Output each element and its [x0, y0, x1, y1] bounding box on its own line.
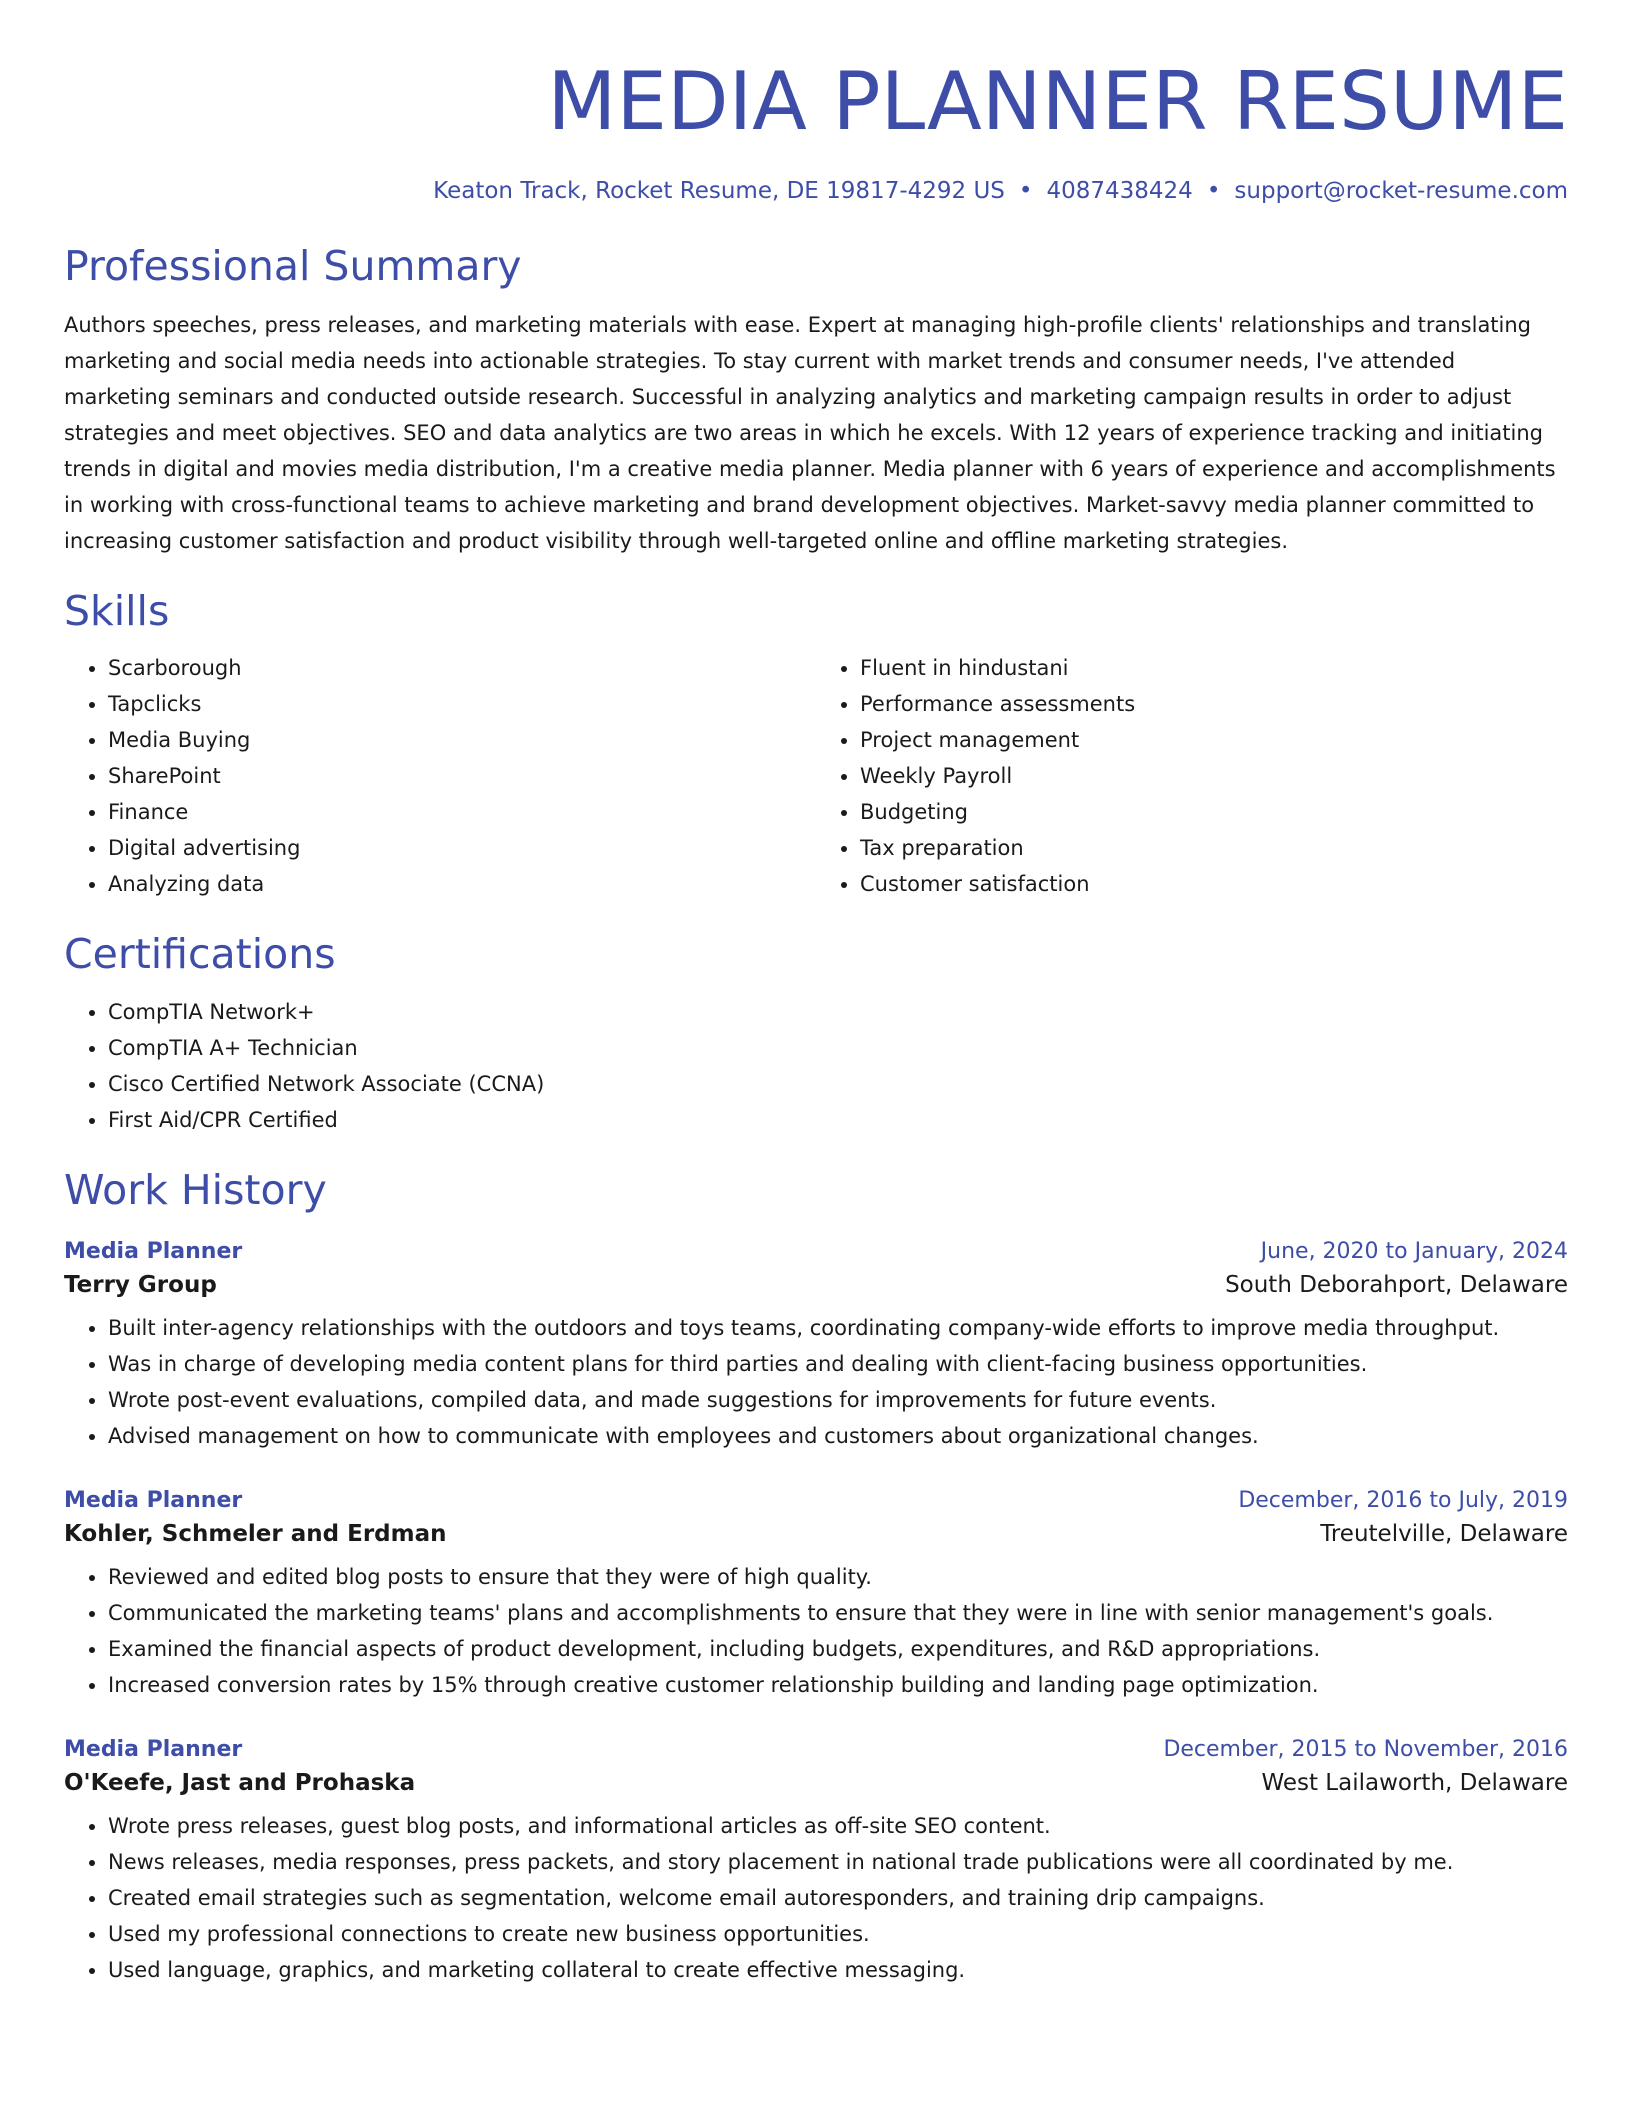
job-company-row — [64, 1521, 1568, 1547]
contact-address: Keaton Track, Rocket Resume, DE 19817-4292 US — [433, 178, 1005, 204]
contact-email: support@rocket-resume.com — [1234, 178, 1568, 204]
job-company-row — [64, 1770, 1568, 1796]
certifications-heading: Certifications — [64, 930, 336, 979]
job-bullet: • Used my professional connections to create new business opportunities. — [108, 1916, 1568, 1952]
contact-separator: • — [1018, 178, 1033, 204]
skill-item: • Digital advertising — [108, 830, 816, 866]
skill-item: • Fluent in hindustani — [860, 650, 1568, 686]
job-bullet: • Examined the financial aspects of product development, including budgets, expenditures, and R&D appropriations. — [108, 1631, 1568, 1667]
job-entry — [64, 1488, 1568, 1703]
skill-item: • Scarborough — [108, 650, 816, 686]
skill-item: • Analyzing data — [108, 866, 816, 902]
certification-item: • CompTIA A+ Technician — [108, 1030, 1568, 1066]
jobs-list — [64, 1239, 1568, 1988]
resume-title: MEDIA PLANNER RESUME — [547, 55, 1568, 148]
job-dates: June, 2020 to January, 2024 — [1260, 1238, 1568, 1264]
skill-item: • Project management — [860, 722, 1568, 758]
summary-heading: Professional Summary — [64, 242, 522, 290]
skill-item: • Performance assessments — [860, 686, 1568, 722]
job-entry — [64, 1737, 1568, 1988]
job-bullet: • Used language, graphics, and marketing collateral to create effective messaging. — [108, 1952, 1568, 1988]
job-location: West Lailaworth, Delaware — [1261, 1769, 1568, 1796]
job-entry — [64, 1239, 1568, 1454]
skill-item: • Weekly Payroll — [860, 758, 1568, 794]
job-location: South Deborahport, Delaware — [1225, 1271, 1568, 1298]
skill-item: • Budgeting — [860, 794, 1568, 830]
skill-item: • Tax preparation — [860, 830, 1568, 866]
job-bullet: • Wrote press releases, guest blog posts, and informational articles as off-site SEO content. — [108, 1808, 1568, 1844]
certifications-list — [64, 994, 1568, 1138]
skill-item: • Customer satisfaction — [860, 866, 1568, 902]
resume-page — [64, 48, 1568, 1988]
skills-heading: Skills — [64, 587, 170, 636]
summary-text: Authors speeches, press releases, and marketing materials with ease. Expert at managing high-profile clients' relationships and translating marketing and social media needs into actionable strategies. To stay current with market trends and consumer needs, I've attended marketing seminars and conducted outside research. Successful in analyzing analytics and marketing campaign results in order to adjust strategies and meet objectives. SEO and data analytics are two areas in which he excels. With 12 years of experience tracking and initiating trends in digital and movies media distribution, I'm a creative media planner. Media planner with 6 years of experience and accomplishments in working with cross-functional teams to achieve marketing and brand development objectives. Market-savvy media planner committed to increasing customer satisfaction and product visibility through well-targeted online and offline marketing strategies. — [64, 313, 1556, 554]
job-title: Media Planner — [64, 1736, 243, 1762]
job-title: Media Planner — [64, 1238, 243, 1264]
job-bullet: • Wrote post-event evaluations, compiled data, and made suggestions for improvements for future events. — [108, 1382, 1568, 1418]
job-bullet: • Increased conversion rates by 15% through creative customer relationship building and landing page optimization. — [108, 1667, 1568, 1703]
job-bullet: • Advised management on how to communicate with employees and customers about organizational changes. — [108, 1418, 1568, 1454]
skill-item: • SharePoint — [108, 758, 816, 794]
job-bullet: • Reviewed and edited blog posts to ensure that they were of high quality. — [108, 1559, 1568, 1595]
job-location: Treutelville, Delaware — [1320, 1520, 1568, 1547]
job-dates: December, 2016 to July, 2019 — [1238, 1487, 1568, 1513]
job-bullets — [64, 1559, 1568, 1703]
job-bullet: • Created email strategies such as segmentation, welcome email autoresponders, and training drip campaigns. — [108, 1880, 1568, 1916]
job-bullet: • News releases, media responses, press packets, and story placement in national trade publications were all coordinated by me. — [108, 1844, 1568, 1880]
certifications-section — [64, 930, 1568, 1137]
job-company-row — [64, 1272, 1568, 1298]
certification-item: • Cisco Certified Network Associate (CCNA) — [108, 1066, 1568, 1102]
job-company: Terry Group — [64, 1271, 217, 1298]
job-header-row — [64, 1488, 1568, 1513]
certification-item: • First Aid/CPR Certified — [108, 1102, 1568, 1138]
job-dates: December, 2015 to November, 2016 — [1163, 1736, 1568, 1762]
skill-item: • Finance — [108, 794, 816, 830]
certification-item: • CompTIA Network+ — [108, 994, 1568, 1030]
job-title: Media Planner — [64, 1487, 243, 1513]
skills-section — [64, 587, 1568, 902]
job-bullets — [64, 1808, 1568, 1988]
job-bullet: • Communicated the marketing teams' plans and accomplishments to ensure that they were in line with senior management's goals. — [108, 1595, 1568, 1631]
work-history-heading: Work History — [64, 1165, 327, 1214]
skills-list-left — [64, 650, 816, 902]
job-bullet: • Was in charge of developing media content plans for third parties and dealing with client-facing business opportunities. — [108, 1346, 1568, 1382]
job-header-row — [64, 1239, 1568, 1264]
contact-separator: • — [1206, 178, 1221, 204]
skill-item: • Tapclicks — [108, 686, 816, 722]
job-bullets — [64, 1310, 1568, 1454]
job-bullet: • Built inter-agency relationships with the outdoors and toys teams, coordinating company-wide efforts to improve media throughput. — [108, 1310, 1568, 1346]
contact-phone: 4087438424 — [1046, 178, 1193, 204]
job-header-row — [64, 1737, 1568, 1762]
skill-item: • Media Buying — [108, 722, 816, 758]
contact-line — [64, 178, 1568, 204]
work-history-section — [64, 1166, 1568, 1988]
job-company: Kohler, Schmeler and Erdman — [64, 1520, 447, 1547]
skills-columns — [64, 636, 1568, 902]
skills-list-right — [816, 650, 1568, 902]
job-company: O'Keefe, Jast and Prohaska — [64, 1769, 416, 1796]
